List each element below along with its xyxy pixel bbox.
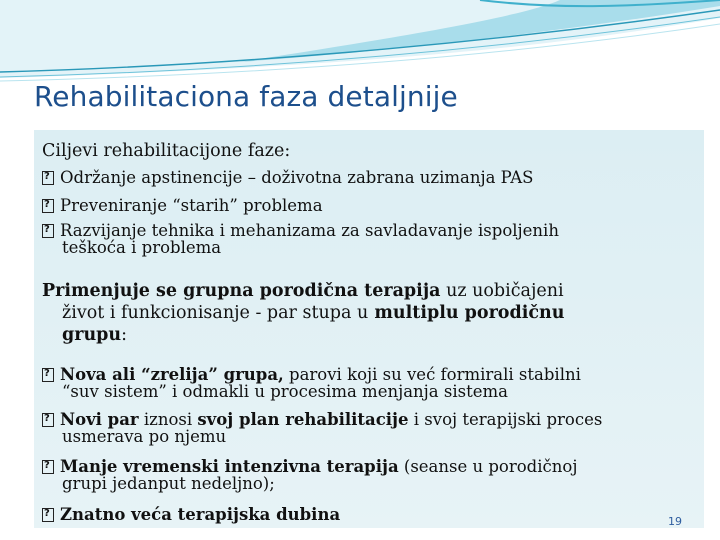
section1-bullet-3-continued: teškoća i problema bbox=[62, 237, 222, 257]
bullet-glyph-icon bbox=[42, 508, 54, 522]
bullet-glyph-icon bbox=[42, 171, 54, 185]
section2-bullet-1: ?Nova ali “zrelija” grupa, parovi koji su već formirali stabilni “suv sistem” i odmakli u procesima menjanja sistema bbox=[42, 367, 581, 400]
content-box bbox=[34, 130, 704, 528]
bullet-glyph-icon bbox=[42, 460, 54, 474]
section2-bullet-2: ?Novi par iznosi svoj plan rehabilitacije i svoj terapijski proces usmerava po njemu bbox=[42, 412, 602, 445]
slide-title: Rehabilitaciona faza detaljnije bbox=[34, 80, 458, 113]
bullet-glyph-icon bbox=[42, 413, 54, 427]
section1-heading: Ciljevi rehabilitacijone faze: bbox=[42, 141, 291, 161]
section2-lead: Primenjuje se grupna porodična terapija uz uobičajeni život i funkcionisanje - par stupa u multiplu porodičnu grupu: bbox=[42, 281, 565, 345]
page-number: 19 bbox=[668, 515, 682, 528]
bullet-glyph-icon bbox=[42, 224, 54, 238]
section2-bullet-3: ?Manje vremenski intenzivna terapija (seanse u porodičnoj grupi jedanput nedeljno); bbox=[42, 459, 577, 492]
section1-bullet-1: ?Održanje apstinencije – doživotna zabrana uzimanja PAS bbox=[42, 170, 534, 187]
section1-bullet-2: ?Preveniranje “starih” problema bbox=[42, 198, 323, 215]
bullet-glyph-icon bbox=[42, 199, 54, 213]
section1-heading-text: Ciljevi rehabilitacijone faze bbox=[42, 141, 285, 161]
header-wave-decoration bbox=[0, 0, 720, 90]
section1-bullet-3: ?Razvijanje tehnika i mehanizama za savladavanje ispoljenih teškoća i problema bbox=[42, 223, 559, 256]
section2-bullet-4: ?Znatno veća terapijska dubina bbox=[42, 507, 340, 524]
bullet-glyph-icon bbox=[42, 368, 54, 382]
